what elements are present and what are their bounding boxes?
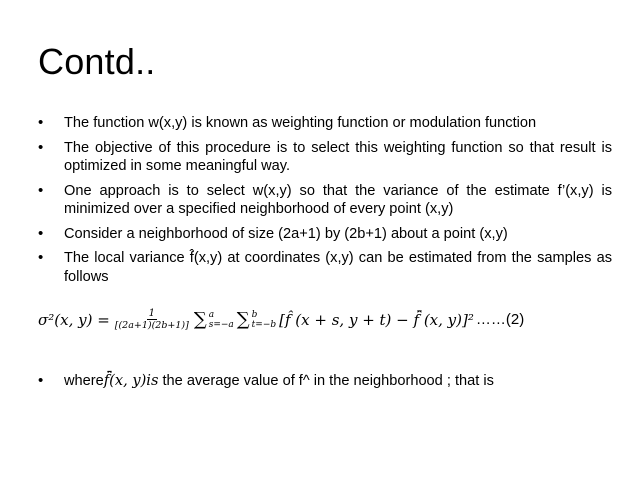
sum-upper-limit: b [251,309,258,320]
sum-limits [252,310,276,330]
bullet-item-last [38,372,612,397]
bullet-item: • The objective of this procedure is to select this weighting function so that result is optimized in some meaningful way. [38,139,612,176]
formula-fraction [113,308,191,331]
bullet-item: • Consider a neighborhood of size (2a+1) by (2b+1) about a point (x,y) [38,225,612,244]
bullet-list [38,114,612,292]
bullet-item [38,372,612,391]
bullet-item: • The local variance f̂(x,y) at coordinates (x,y) can be estimated from the samples as follows [38,249,612,286]
fraction-numerator: 1 [148,308,155,319]
bullet-item: • One approach is to select w(x,y) so that the variance of the estimate f’(x,y) is minimized over a specified neighborhood of every point (x,y) [38,182,612,219]
sum-upper-limit: a [208,309,215,320]
bullet-suffix: the average value of f^ in the neighborhood ; that is [158,373,494,389]
sum-limits [209,310,234,330]
sum-lower-limit: s=−a [208,319,234,330]
bullet-prefix: where [64,373,104,389]
bullet-item: • The function w(x,y) is known as weighting function or modulation function [38,114,612,133]
summation-symbol: ∑ [193,309,207,330]
equation-number: ……(2) [475,311,525,328]
variance-formula [38,308,524,331]
sum-lower-limit: t=−b [251,319,277,330]
bullet-math: f̂̄(x, y)is [103,372,159,389]
slide-title: Contd.. [38,41,156,82]
formula-body: [f̂ (x + s, y + t) − f̂̄ (x, y)]² [279,310,474,329]
summation-symbol: ∑ [236,309,250,330]
fraction-denominator: [(2a+1)(2b+1)] [114,320,189,331]
formula-lhs: σ²(x, y) = [38,310,110,329]
